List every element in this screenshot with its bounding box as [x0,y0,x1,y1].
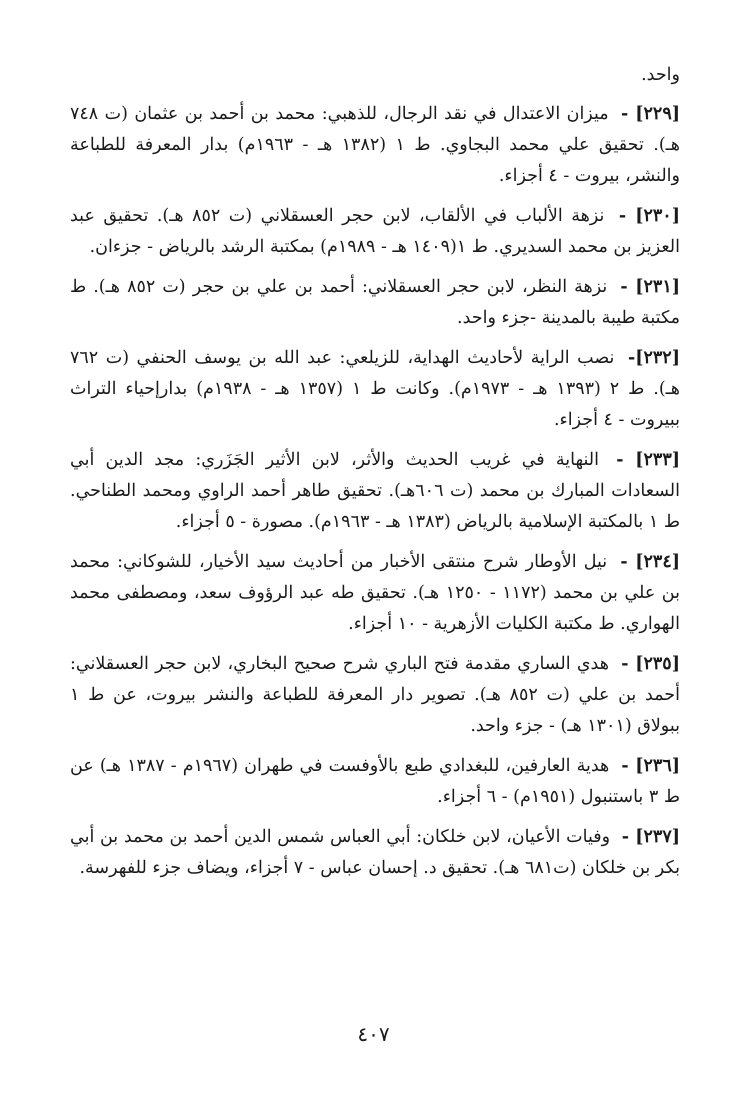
bibliography-entry-236 [70,751,680,813]
entry-text: النهاية في غريب الحديث والأثر، لابن الأثير الجَزَري: مجد الدين أبي السعادات المبارك بن محمد (ت ٦٠٦هـ). تحقيق طاهر أحمد الراوي ومحمد الطناحي. ط ١ بالمكتبة الإسلامية بالرياض (١٣٨٣ هـ - ١٩٦٣م). مصورة - ٥ أجزاء. [70,450,681,532]
entry-text: ميزان الاعتدال في نقد الرجال، للذهبي: محمد بن أحمد بن عثمان (ت ٧٤٨ هـ). تحقيق علي محمد البجاوي. ط ١ (١٣٨٢ هـ - ١٩٦٣م) بدار المعرفة للطباعة والنشر، بيروت - ٤ أجزاء. [70,104,681,186]
entry-number: [٢٣٢]- [627,348,680,368]
entry-text: هدي الساري مقدمة فتح الباري شرح صحيح البخاري، لابن حجر العسقلاني: أحمد بن علي (ت ٨٥٢ هـ). تصوير دار المعرفة للطباعة والنشر بيروت، عن ط ١ ببولاق (١٣٠١ هـ) - جزء واحد. [70,654,680,736]
bibliography-entry-237 [70,822,680,884]
entry-number: [٢٣٦] - [621,756,680,776]
entry-text: هدية العارفين، للبغدادي طبع بالأوفست في طهران (١٩٦٧م - ١٣٨٧ هـ) عن ط ٣ باستنبول (١٩٥١م) - ٦ أجزاء. [70,756,680,807]
entry-text: نصب الراية لأحاديث الهداية، للزيلعي: عبد الله بن يوسف الحنفي (ت ٧٦٢ هـ). ط ٢ (١٣٩٣ هـ - ١٩٧٣م). وكانت ط ١ (١٣٥٧ هـ - ١٩٣٨م) بدارإحياء التراث ببيروت - ٤ أجزاء. [70,348,680,430]
entry-text: نزهة النظر، لابن حجر العسقلاني: أحمد بن علي بن حجر (ت ٨٥٢ هـ). ط مكتبة طيبة بالمدينة -جزء واحد. [70,277,680,328]
bibliography-entry-235 [70,649,680,742]
bibliography-entry-231 [70,272,680,334]
page-number: ٤٠٧ [357,1022,390,1046]
bibliography-entry-232 [70,343,680,436]
entry-number: [٢٣٠] - [618,206,680,226]
bibliography-entry-233 [70,445,680,538]
bibliography-entry-234 [70,547,680,640]
entry-number: [٢٣٧] - [621,827,680,847]
entry-text: نزهة الألباب في الألقاب، لابن حجر العسقلاني (ت ٨٥٢ هـ). تحقيق عبد العزيز بن محمد السديري. ط ١(١٤٠٩ هـ - ١٩٨٩م) بمكتبة الرشد بالرياض - جزءان. [70,206,680,257]
bibliography-entry-229 [70,99,680,192]
entry-number: [٢٢٩] - [621,104,680,124]
page-body [70,60,680,893]
entry-number: [٢٣٤] - [620,552,680,572]
entry-text: نيل الأوطار شرح منتقى الأخبار من أحاديث سيد الأخيار، للشوكاني: محمد بن علي بن محمد (١١٧٢ - ١٢٥٠ هـ). تحقيق طه عبد الرؤوف سعد، ومصطفى محمد الهواري. ط مكتبة الكليات الأزهرية - ١٠ أجزاء. [70,552,680,634]
bibliography-entry-230 [70,201,680,263]
entry-text: وفيات الأعيان، لابن خلكان: أبي العباس شمس الدين أحمد بن محمد بن أبي بكر بن خلكان (ت٦٨١ هـ). تحقيق د. إحسان عباس - ٧ أجزاء، ويضاف جزء للفهرسة. [70,827,680,878]
previous-entry-tail: واحد. [641,65,680,85]
entry-number: [٢٣٥] - [621,654,680,674]
entry-number: [٢٣١] - [620,277,680,297]
entry-number: [٢٣٣] - [616,450,680,470]
